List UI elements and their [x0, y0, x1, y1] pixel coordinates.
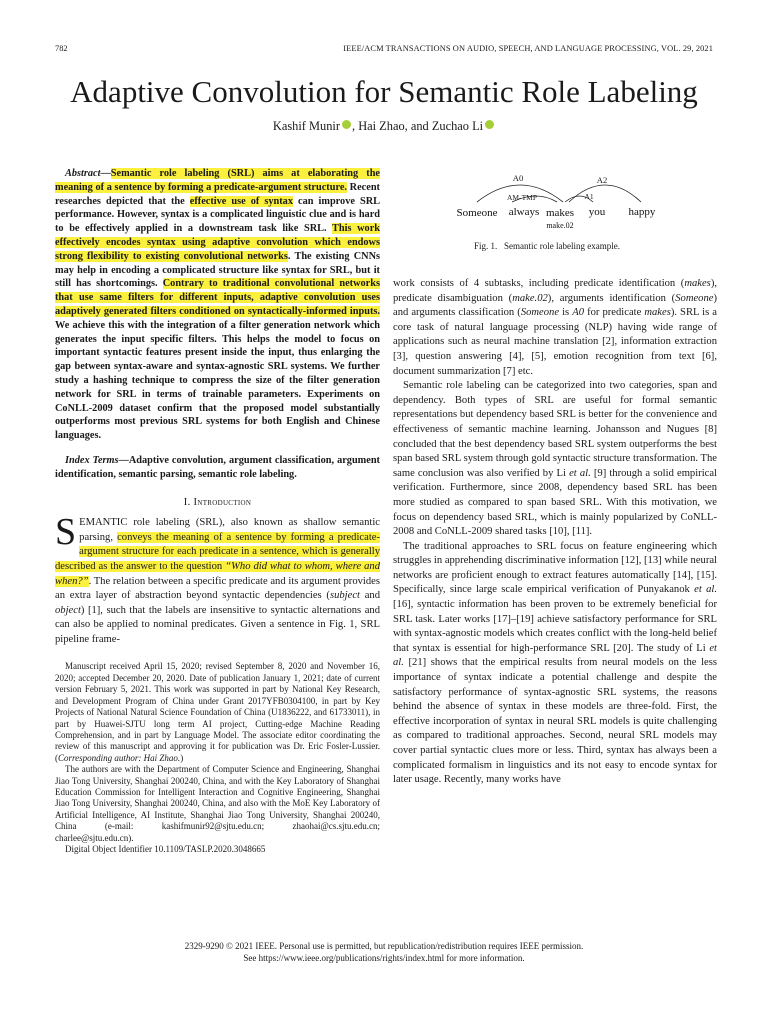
sentence-word: always: [508, 206, 540, 218]
sentence-word: Someone: [456, 207, 498, 219]
highlight: conveys the meaning of a sentence by forming a predicate-argument structure for each predicate in a sentence, which is generally described as the answer to the question: [55, 531, 381, 572]
highlight: effective use of syntax: [189, 195, 293, 207]
highlight: This work effectively encodes syntax using adaptive convolution which endows strong flexibility to existing convolutional networks: [55, 223, 380, 262]
body-paragraph: Semantic role labeling can be categorized into two categories, span and dependency. Both types of SRL are useful for formal semantic representations but dependency based SRL is better for the convenience and effectiveness of semantic machine learning. Johansson and Nugues [8] concluded that the best dependency based SRL system outperforms the best span based SRL system through gold syntactic structure transformation. The same conclusion was also verified by Li et al. [9] through a solid empirical verification. Furthermore, since 2008, dependency based SRL has been more studied as compared to span based SRL. With this motivation, we focus on dependency based SRL, which is mainly popularized by CoNLL-2008 and CoNLL-2009 shared tasks [10], [11].: [393, 380, 717, 538]
orcid-icon[interactable]: [342, 120, 351, 129]
arc-label: A2: [596, 175, 608, 185]
arc-label: A1: [584, 192, 594, 201]
highlight: Semantic role labeling (SRL) aims at elaborating the meaning of a sentence by forming a predicate-argument structure.: [55, 168, 380, 193]
journal-header: IEEE/ACM TRANSACTIONS ON AUDIO, SPEECH, AND LANGUAGE PROCESSING, VOL. 29, 2021: [343, 44, 713, 53]
copyright-line: 2329-9290 © 2021 IEEE. Personal use is permitted, but republication/redistribution requires IEEE permission.: [184, 941, 584, 951]
page-number: 782: [55, 44, 68, 53]
author-list: [0, 119, 768, 134]
left-column: [55, 167, 380, 855]
highlight: Contrary to traditional convolutional networks that use same filters for different inputs, adaptive convolution uses adaptively generated filters conditioned on syntactically-informed inputs.: [55, 278, 380, 317]
orcid-icon[interactable]: [485, 120, 494, 129]
author-names-rest: , Hai Zhao, and Zuchao Li: [352, 119, 484, 133]
arc-label: A0: [512, 173, 524, 183]
sentence-word: you: [588, 206, 606, 218]
sentence-word: happy: [628, 206, 656, 218]
sentence-word: makes: [545, 207, 575, 219]
highlight: “Who did what to whom, where and when?”: [55, 560, 380, 587]
right-column: [393, 277, 717, 788]
footnote-doi: Digital Object Identifier 10.1109/TASLP.2020.3048665: [65, 843, 266, 854]
section-heading: I. Introduction: [183, 496, 252, 508]
intro-paragraph: SEMANTIC role labeling (SRL), also known as shallow semantic parsing, conveys the meaning of a sentence by forming a predicate-argument structure for each predicate in a sentence, which is generally described as the answer to the question “Who did what to whom, where and when?”. The relation between a specific predicate and its argument provides an extra layer of abstraction beyond syntactic dependencies (subject and object) [1], such that the labels are insensitive to syntactic alternations and can also be applied to nominal predicates. Given a sentence in Fig. 1, SRL pipeline frame-: [55, 511, 381, 645]
author-name: Kashif Munir: [272, 119, 340, 133]
drop-cap: S: [55, 511, 77, 554]
body-paragraph: The traditional approaches to SRL focus on feature engineering which struggles in apprehending discriminative information [12], [13] while neural networks are proficient enough to extract features automatically [14], [15]. Specifically, since large scale empirical verification of Punyakanok et al. [16], syntactic information has been proven to be extremely beneficial for SRL task. Later works [17]–[19] achieve satisfactory performance for SRL with syntax-agnostic models which creates conflict with the long-held belief that syntax is essential for high-performance SRL [20]. The study of Li et al. [21] shows that the empirical results from neural models on the less importance of syntax indicate a potential challenge and despite the satisfactory performance of syntax-agnostic SRL systems, the reasons behind the absence of syntax in these models are three-fold. First, the effective incorporation of syntax in neural SRL models is quite challenging as compared to traditional approaches. Second, neural SRL models may cover partial syntactic clues more or less. Third, syntax has always been a complicated formalism in linguistics and its not easy to encode syntax for later usage. Recently, many works have: [393, 540, 718, 786]
paper-title: Adaptive Convolution for Semantic Role Labeling: [70, 74, 698, 109]
index-terms: Index Terms—Adaptive convolution, argument classification, argument identification, semantic parsing, semantic role labeling.: [55, 454, 380, 480]
copyright-footer: [0, 941, 768, 964]
index-terms-label: Index Terms: [65, 454, 119, 466]
rights-link[interactable]: See https://www.ieee.org/publications/rights/index.html for more information.: [243, 952, 525, 963]
abstract-label: Abstract: [65, 168, 101, 179]
footnote-manuscript: Manuscript received April 15, 2020; revised September 8, 2020 and November 16, 2020; accepted December 20, 2020. Date of publication January 1, 2021; date of current version February 5, 2021. This work was supported in part by National Key Research, and Development Program of China under Grant 2017YFB0304100, in part by Key Projects of National Natural Science Foundation of China (U1836222, and 61733011), in part by Huawei-SJTU long term AI project, Cutting-edge Machine Reading Comprehension, and in part by Language Model. The associate editor coordinating the review of this manuscript and approving it for publication was Dr. Eric Fosler-Lussier. (Corresponding author: Hai Zhao.): [55, 661, 380, 763]
predicate-sense: make.02: [546, 221, 574, 230]
footnote-affiliation: The authors are with the Department of Computer Science and Engineering, Shanghai Jiao Tong University, Shanghai 200240, China, and with the Key Laboratory of Shanghai Education Commission for Intelligent Interaction and Cognitive Engineering, Shanghai Jiao Tong University, Shanghai 200240, China, and also with the MoE Key Laboratory of Artificial Intelligence, AI Institute, Shanghai Jiao Tong University, Shanghai 200240, China (e-mail: kashifmunir92@sjtu.edu.cn; zhaohai@cs.sjtu.edu.cn; charlee@sjtu.edu.cn).: [55, 764, 380, 843]
arc-label: AM-TMP: [506, 193, 538, 202]
body-paragraph: work consists of 4 subtasks, including predicate identification (makes), predicate disambiguation (make.02), arguments identification (Someone) and arguments classification (Someone is A0 for predicate makes). SRL is a core task of natural language processing (NLP) having wide range of applications such as neural machine translation [2], information extraction [3], question answering [4], [5], emotion recognition from text [6], document summarization [7] etc.: [393, 278, 717, 377]
abstract: Abstract—Semantic role labeling (SRL) aims at elaborating the meaning of a sentence by forming a predicate-argument structure. Recent researches depicted that the effective use of syntax can improve SRL performance. However, syntax is a complicated linguistic clue and is hard to be effectively applied in a downstream task like SRL. This work effectively encodes syntax using adaptive convolution which endows strong flexibility to existing convolutional networks. The existing CNNs may help in encoding a complicated structure like syntax for SRL, but it still has shortcomings. Contrary to traditional convolutional networks that use same filters for different inputs, adaptive convolution uses adaptively generated filters conditioned on syntactically-informed inputs. We achieve this with the integration of a filter generation network which generates the input specific filters. This helps the model to focus on important syntactic features present inside the input, thus enlarging the gap between syntax-aware and syntax-agnostic SRL systems. We further study a hashing technique to compress the size of the filter generation network for SRL in terms of trainable parameters. Experiments on CoNLL-2009 dataset confirm that the proposed model substantially outperforms most previous SRL systems for both English and Chinese languages.: [55, 168, 381, 442]
arc-a2: [569, 185, 641, 202]
figure-caption: Fig. 1. Semantic role labeling example.: [474, 241, 620, 251]
